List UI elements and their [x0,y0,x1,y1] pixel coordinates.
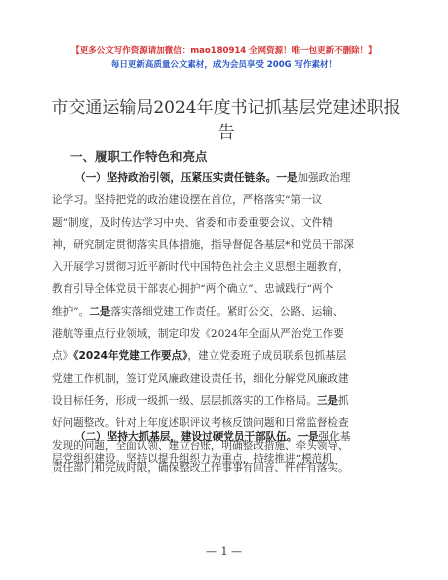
paragraph-line: 发现的问题，全面认领、建立台账，明确整改措施、牵头领导、 [52,439,349,452]
bold-lead: （一）坚持政治引领，压紧压实责任链条。一是 [75,172,298,184]
text-run: 落实落细党建工作责任。紧盯公交、公路、运输、 [110,305,344,318]
section-heading: 一、履职工作特色和亮点 [70,149,208,164]
text-run: ，建立党委班子成员联系包抓基层 [187,350,347,363]
paragraph-line: 论学习。坚持把党的政治建设摆在首位，严格落实“第一议 [52,194,323,207]
title-line-1: 市交通运输局2024年度书记抓基层党建述职报 [51,98,401,118]
bold-lead: 二是 [89,305,111,318]
paragraph-line: 题”制度，及时传达学习中央、省委和市委重要会议、文件精 [52,216,333,229]
paragraph-line [52,301,402,323]
paragraph-line: 入开展学习贯彻习近平新时代中国特色社会主义思想主题教育， [52,261,349,274]
paragraph-line [52,167,402,189]
text-run: 抓 [338,394,349,407]
bold-lead: （二）坚持大抓基层，建设过硬党员干部队伍。一是 [75,431,319,443]
bold-lead: 《2024年党建工作要点》 [73,350,188,363]
bold-lead: 三是 [316,394,339,407]
text-run: 强化基 [318,431,351,443]
paragraph-2 [52,426,402,471]
page-number: — 1 — [206,545,242,558]
text-run: 设目标任务，形成一级抓一级、层层抓落实的工作格局。 [52,394,317,407]
document-title [46,96,406,146]
promo-banner-line1: 【更多公文写作资源请加微信：mao180914 全网资源！唯一包更新不删除！】 [71,46,377,56]
text-run: 维护”。 [52,305,90,318]
paragraph-line: 党建工作机制，签订党风廉政建设责任书，细化分解党风廉政建 [52,372,349,385]
paragraph-line: 责任部门和完成时限，确保整改工作事事有回音、件件有落实。 [52,461,349,474]
paragraph-line: 层党组织建设。坚持以提升组织力为重点，持续推进“模范机 [52,453,333,466]
title-line-2: 告 [217,123,235,143]
paragraph-line [52,345,402,367]
paragraph-line [52,390,402,412]
paragraph-line: 港航等重点行业领域，制定印发《2024年全面从严治党工作要 [52,328,344,341]
text-run: 点》 [52,350,74,363]
paragraph-line: 好问题整改。针对上年度述职评议考核反馈问题和日常监督检查 [52,417,349,430]
paragraph-line: 教育引导全体党员干部衷心拥护“两个确立”、忠诚践行“两个 [52,283,334,296]
paragraph-line: 神，研究制定贯彻落实具体措施，指导督促各基层*和党员干部深 [52,238,354,251]
text-run: 加强政治理 [297,172,351,184]
paragraph-line [52,426,402,448]
promo-banner-line2: 每日更新高质量公文素材，成为会员享受 200G 写作素材！ [110,60,338,70]
